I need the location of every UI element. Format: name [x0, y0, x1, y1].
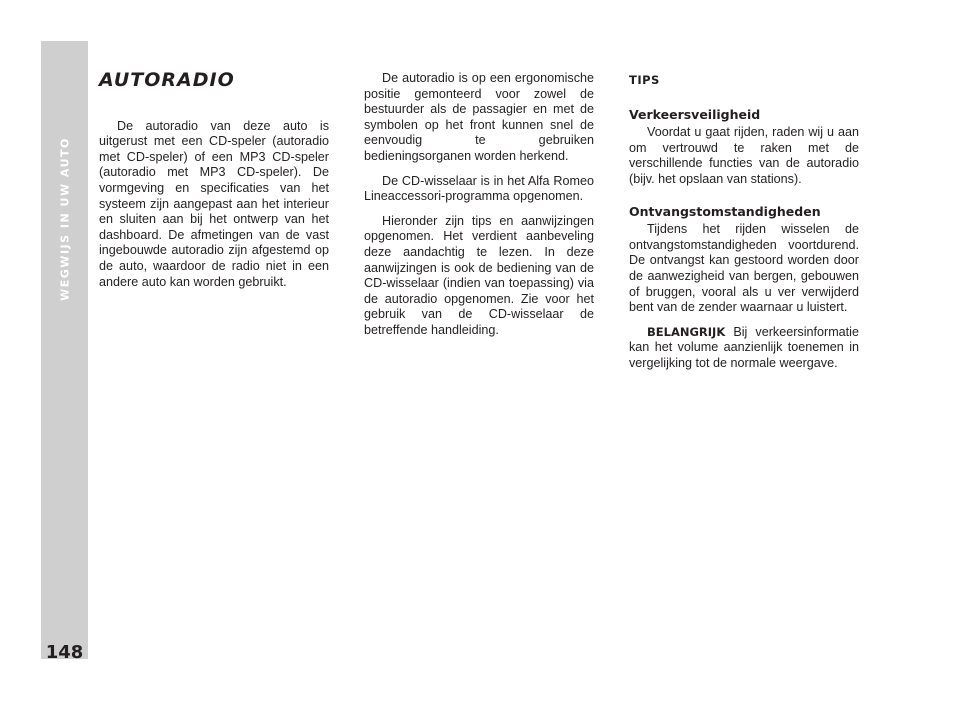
chapter-title: WEGWIJS IN UW AUTO	[58, 137, 71, 301]
paragraph-instructions: Hieronder zijn tips en aanwijzingen opgenomen. Het verdient aanbeveling deze aandachtig te lezen. In deze aanwijzingen is ook de bediening van de CD-wisselaar (indien van toepassing) via de autoradio opgenomen. Zie voor het gebruik van de CD-wisselaar de betreffende handleiding.	[364, 213, 594, 337]
subheading-traffic-safety: Verkeersveiligheid	[629, 106, 761, 122]
important-label: BELANGRIJK	[647, 324, 726, 339]
paragraph-ergonomics: De autoradio is op een ergonomische positie gemonteerd voor zowel de bestuurder als de passagier en met de symbolen op het front kunnen snel de eenvoudig te gebruiken bedieningsorganen worden herkend.	[364, 71, 594, 163]
paragraph-cd-changer: De CD-wisselaar is in het Alfa Romeo Lineaccessori-programma opgenomen.	[364, 173, 594, 204]
tips-title: TIPS	[629, 73, 660, 87]
section-heading: AUTORADIO	[99, 69, 235, 91]
important-text: Bij verkeersinformatie kan het volume aanzienlijk toenemen in vergelijking tot de normale weergave.	[629, 324, 859, 370]
intro-paragraph: De autoradio van deze auto is uitgerust met een CD-speler (autoradio met CD-speler) of een MP3 CD-speler (autoradio met MP3 CD-speler). De vormgeving en specificaties van het systeem zijn aangepast aan het interieur en sluiten aan bij het ontwerp van het dashboard. De afmetingen van de vast ingebouwde autoradio zijn afgestemd op de auto, waardoor de radio niet in een andere auto kan worden gebruikt.	[99, 118, 329, 289]
paragraph-important	[629, 325, 859, 372]
paragraph-reception: Tijdens het rijden wisselen de ontvangstomstandigheden voortdurend. De ontvangst kan gestoord worden door de aanwezigheid van bergen, gebouwen of bruggen, vooral als u ver verwijderd bent van de zender waarnaar u luistert.	[629, 222, 859, 315]
column-autoradio-intro	[99, 71, 329, 299]
subheading-reception: Ontvangstomstandigheden	[629, 203, 821, 219]
chapter-sidebar	[41, 41, 88, 663]
page-number: 148	[45, 642, 84, 663]
column-tips	[629, 71, 859, 381]
column-autoradio-details	[364, 71, 594, 348]
paragraph-traffic-safety: Voordat u gaat rijden, raden wij u aan om vertrouwd te raken met de verschillende functies van de autoradio (bijv. het opslaan van stations).	[629, 125, 859, 186]
